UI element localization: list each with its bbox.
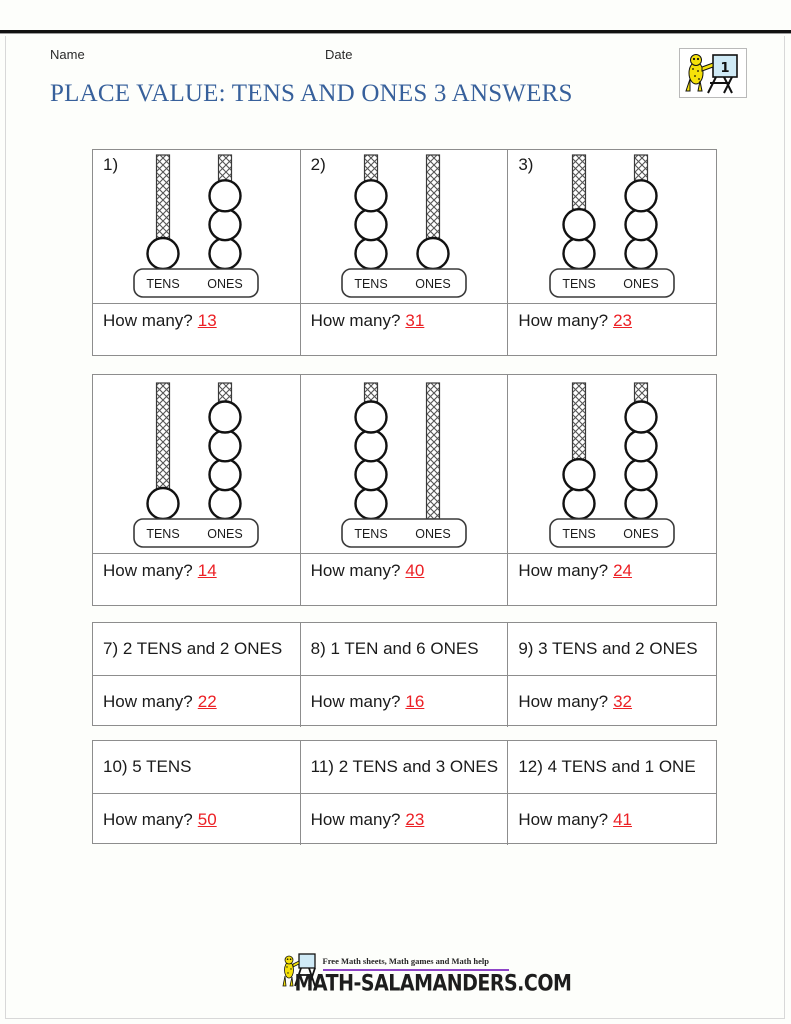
svg-text:ONES: ONES	[207, 527, 244, 541]
svg-text:ONES: ONES	[623, 277, 659, 291]
svg-text:ONES: ONES	[415, 277, 451, 291]
answer-value: 22	[197, 691, 217, 711]
top-rule-divider	[0, 30, 791, 34]
answer-row	[93, 553, 300, 605]
svg-text:ONES: ONES	[415, 527, 451, 541]
answer-row	[508, 553, 716, 605]
answer-row	[301, 793, 508, 845]
answer-row	[508, 303, 716, 355]
abacus-diagram	[121, 151, 271, 299]
text-problem-grid-row-2	[92, 740, 717, 844]
question-prompt: How many?	[310, 691, 401, 711]
abacus-illustration	[508, 375, 716, 553]
problem-statement: 9) 3 TENS and 2 ONES	[518, 639, 698, 658]
answer-row	[301, 553, 508, 605]
text-problem-cell	[301, 741, 509, 845]
text-problem-cell	[301, 623, 509, 727]
abacus-illustration	[301, 150, 508, 303]
answer-value: 31	[405, 311, 425, 330]
abacus-problem-cell	[93, 375, 301, 605]
answer-row	[93, 793, 300, 845]
date-field-label: Date	[325, 47, 353, 62]
problem-statement: 12) 4 TENS and 1 ONE	[518, 757, 696, 776]
problem-statement: 8) 1 TEN and 6 ONES	[310, 639, 479, 658]
abacus-diagram	[329, 151, 479, 299]
abacus-diagram	[537, 151, 687, 299]
problem-statement: 7) 2 TENS and 2 ONES	[103, 639, 283, 658]
question-prompt: How many?	[310, 561, 401, 580]
problem-statement: 10) 5 TENS	[103, 757, 192, 776]
name-field-label: Name	[50, 47, 85, 62]
svg-text:ONES: ONES	[207, 277, 244, 291]
answer-row	[93, 303, 300, 355]
answer-value: 50	[197, 809, 217, 829]
question-prompt: How many?	[518, 561, 609, 580]
abacus-diagram	[537, 379, 687, 549]
answer-value: 24	[613, 561, 633, 580]
answer-value: 23	[405, 809, 425, 829]
abacus-problem-cell	[301, 150, 509, 355]
answer-row	[301, 675, 508, 727]
abacus-diagram	[329, 379, 479, 549]
answer-row	[508, 793, 716, 845]
answer-value: 40	[405, 561, 425, 580]
svg-text:1: 1	[720, 61, 730, 76]
abacus-illustration	[93, 150, 300, 303]
question-prompt: How many?	[518, 691, 609, 711]
answer-row	[301, 303, 508, 355]
question-prompt: How many?	[518, 311, 609, 330]
abacus-problem-cell	[508, 150, 716, 355]
question-prompt: How many?	[103, 311, 193, 330]
text-problem-cell	[508, 623, 716, 727]
salamander-easel-icon	[680, 49, 746, 97]
svg-text:TENS: TENS	[146, 277, 180, 291]
svg-text:TENS: TENS	[562, 277, 596, 291]
text-problem-cell	[93, 741, 301, 845]
abacus-problem-cell	[508, 375, 716, 605]
answer-value: 41	[613, 809, 633, 829]
text-problem-grid-row-1	[92, 622, 717, 726]
footer-tagline: Free Math sheets, Math games and Math help	[322, 956, 490, 966]
question-prompt: How many?	[518, 809, 609, 829]
text-problem-cell	[508, 741, 716, 845]
answer-row	[508, 675, 716, 727]
abacus-problem-grid-row-1	[92, 149, 717, 356]
problem-number: 3)	[518, 155, 534, 174]
question-prompt: How many?	[310, 311, 401, 330]
abacus-illustration	[301, 375, 508, 553]
abacus-illustration	[93, 375, 300, 553]
svg-text:ONES: ONES	[623, 527, 659, 541]
question-prompt: How many?	[310, 809, 401, 829]
answer-row	[93, 675, 300, 727]
problem-number: 2)	[310, 155, 326, 174]
problem-statement: 11) 2 TENS and 3 ONES	[310, 757, 499, 776]
page-footer	[0, 930, 791, 1000]
problem-number: 1)	[103, 155, 119, 174]
abacus-problem-grid-row-2	[92, 374, 717, 606]
abacus-problem-cell	[301, 375, 509, 605]
answer-value: 14	[197, 561, 217, 580]
answer-value: 23	[613, 311, 633, 330]
question-prompt: How many?	[103, 561, 193, 580]
answer-value: 16	[405, 691, 425, 711]
page-title: PLACE VALUE: TENS AND ONES 3 ANSWERS	[50, 80, 573, 107]
answer-value: 13	[197, 311, 217, 330]
answer-value: 32	[613, 691, 633, 711]
abacus-problem-cell	[93, 150, 301, 355]
abacus-illustration	[508, 150, 716, 303]
question-prompt: How many?	[103, 809, 193, 829]
svg-text:TENS: TENS	[562, 527, 596, 541]
svg-text:TENS: TENS	[354, 277, 388, 291]
question-prompt: How many?	[103, 691, 193, 711]
math-salamanders-level-logo	[679, 48, 747, 98]
footer-site-url: MATH-SALAMANDERS.COM	[294, 971, 572, 997]
svg-text:TENS: TENS	[146, 527, 180, 541]
text-problem-cell	[93, 623, 301, 727]
svg-text:TENS: TENS	[354, 527, 388, 541]
abacus-diagram	[121, 379, 271, 549]
